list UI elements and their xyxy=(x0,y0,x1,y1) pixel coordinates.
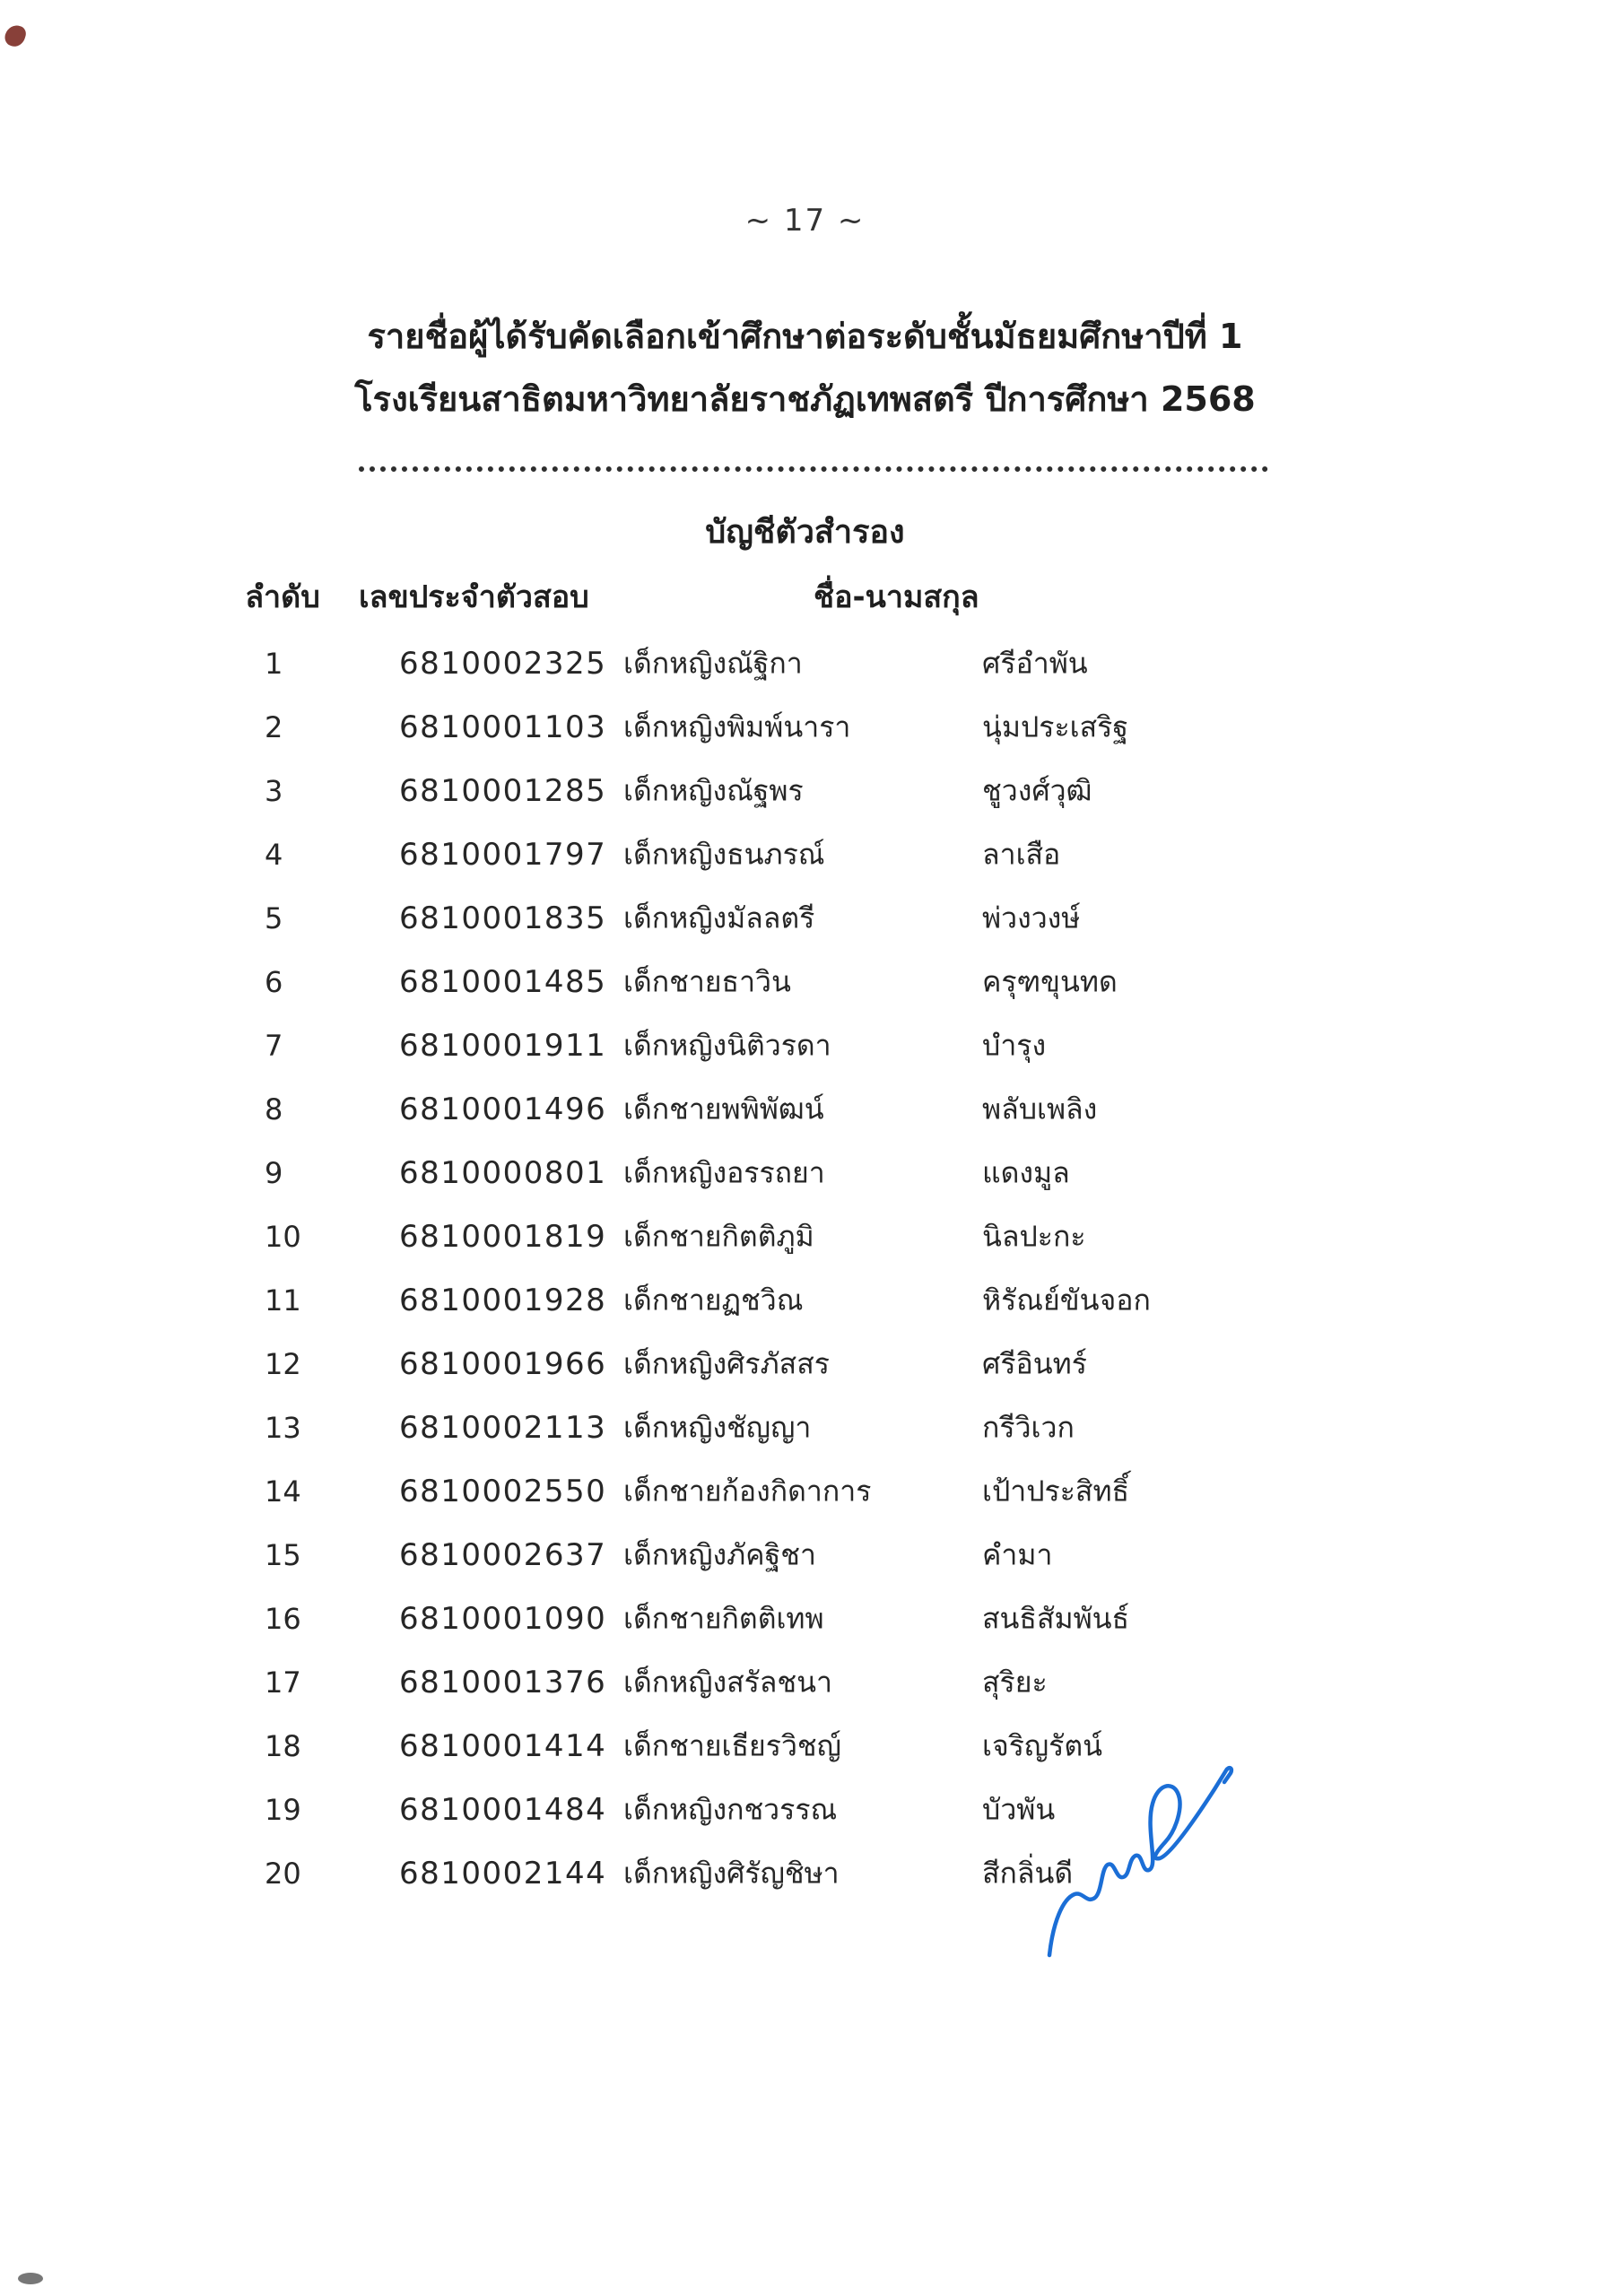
column-header-name: ชื่อ-นามสกุล xyxy=(814,579,979,615)
row-exam-id: 6810001496 xyxy=(399,1091,607,1127)
row-last-name: เป้าประสิทธิ์ xyxy=(982,1474,1130,1508)
row-last-name: ลาเสือ xyxy=(982,837,1061,871)
column-header-order: ลำดับ xyxy=(245,579,320,615)
row-last-name: แดงมูล xyxy=(982,1155,1070,1189)
table-row xyxy=(0,1268,1610,1332)
table-row xyxy=(0,695,1610,759)
scan-artifact-bottom-left xyxy=(18,2273,43,2284)
row-last-name: นุ่มประเสริฐ xyxy=(982,709,1128,744)
row-exam-id: 6810001835 xyxy=(399,900,607,936)
row-first-name: เด็กหญิงธนภรณ์ xyxy=(623,837,825,871)
row-first-name: เด็กชายกิตติภูมิ xyxy=(623,1219,814,1253)
row-exam-id: 6810001911 xyxy=(399,1027,607,1064)
table-row xyxy=(0,1077,1610,1141)
dotted-divider xyxy=(359,466,1268,472)
column-header-exam-id: เลขประจำตัวสอบ xyxy=(359,579,589,615)
table-row xyxy=(0,1332,1610,1396)
table-row xyxy=(0,886,1610,950)
row-last-name: หิรัณย์ขันจอก xyxy=(982,1283,1151,1317)
row-first-name: เด็กหญิงศิรภัสสร xyxy=(623,1346,830,1380)
row-order: 17 xyxy=(265,1665,301,1700)
row-first-name: เด็กหญิงอรรถยา xyxy=(623,1155,825,1189)
row-first-name: เด็กหญิงศิรัญชิษา xyxy=(623,1856,840,1890)
table-row xyxy=(0,631,1610,695)
row-exam-id: 6810001414 xyxy=(399,1727,607,1764)
row-order: 11 xyxy=(265,1283,301,1318)
table-row xyxy=(0,1841,1610,1905)
row-first-name: เด็กชายฏชวิณ xyxy=(623,1283,804,1317)
table-row xyxy=(0,1523,1610,1587)
row-exam-id: 6810001285 xyxy=(399,772,607,809)
row-first-name: เด็กหญิงพิมพ์นารา xyxy=(623,709,851,744)
row-last-name: บัวพัน xyxy=(982,1792,1056,1826)
document-title-line1: รายชื่อผู้ได้รับคัดเลือกเข้าศึกษาต่อระดับชั้นมัธยมศึกษาปีที่ 1 xyxy=(367,317,1243,356)
row-order: 1 xyxy=(265,646,283,681)
row-order: 7 xyxy=(265,1028,283,1063)
row-order: 9 xyxy=(265,1155,283,1190)
row-first-name: เด็กหญิงชัญญา xyxy=(623,1410,812,1444)
signature xyxy=(1023,1726,1256,1969)
row-last-name: พลับเพลิง xyxy=(982,1091,1098,1126)
row-last-name: ครุฑขุนทด xyxy=(982,964,1118,998)
row-exam-id: 6810002637 xyxy=(399,1536,607,1573)
signature-stroke xyxy=(1049,1768,1231,1955)
row-last-name: นิลปะกะ xyxy=(982,1219,1086,1253)
row-last-name: ศรีอำพัน xyxy=(982,646,1088,680)
row-exam-id: 6810001103 xyxy=(399,709,607,745)
table-row xyxy=(0,1714,1610,1778)
row-last-name: บำรุง xyxy=(982,1028,1047,1062)
table-row xyxy=(0,1141,1610,1205)
table-row xyxy=(0,950,1610,1013)
scan-artifact-top-left xyxy=(3,22,28,49)
row-order: 15 xyxy=(265,1537,301,1572)
table-row xyxy=(0,1396,1610,1459)
row-order: 14 xyxy=(265,1474,301,1509)
row-exam-id: 6810001819 xyxy=(399,1218,607,1255)
section-heading: บัญชีตัวสำรอง xyxy=(705,514,905,551)
row-last-name: กรีวิเวก xyxy=(982,1410,1075,1444)
row-last-name: สุริยะ xyxy=(982,1665,1048,1699)
row-order: 3 xyxy=(265,773,283,808)
row-first-name: เด็กหญิงกชวรรณ xyxy=(623,1792,838,1826)
page-number: ~ 17 ~ xyxy=(744,203,866,239)
row-exam-id: 6810001928 xyxy=(399,1282,607,1318)
row-order: 18 xyxy=(265,1728,301,1763)
row-last-name: คำมา xyxy=(982,1537,1053,1571)
row-order: 13 xyxy=(265,1410,301,1445)
table-row xyxy=(0,1650,1610,1714)
row-first-name: เด็กหญิงณัฐิกา xyxy=(623,646,803,680)
row-exam-id: 6810002325 xyxy=(399,645,607,682)
row-last-name: สีกลิ่นดี xyxy=(982,1856,1074,1890)
row-order: 2 xyxy=(265,709,283,744)
row-order: 4 xyxy=(265,837,283,872)
row-first-name: เด็กหญิงนิติวรดา xyxy=(623,1028,831,1062)
table-row xyxy=(0,1778,1610,1841)
table-row xyxy=(0,822,1610,886)
row-exam-id: 6810001485 xyxy=(399,963,607,1000)
table-row xyxy=(0,1459,1610,1523)
row-first-name: เด็กชายธาวิน xyxy=(623,964,791,998)
row-first-name: เด็กหญิงมัลลตรี xyxy=(623,900,815,935)
row-exam-id: 6810002144 xyxy=(399,1855,607,1892)
row-order: 5 xyxy=(265,900,283,935)
row-last-name: ชูวงศ์วุฒิ xyxy=(982,773,1092,807)
row-order: 6 xyxy=(265,964,283,999)
row-first-name: เด็กชายพพิพัฒน์ xyxy=(623,1091,824,1126)
row-order: 19 xyxy=(265,1792,301,1827)
row-exam-id: 6810001376 xyxy=(399,1664,607,1700)
document-title-line2: โรงเรียนสาธิตมหาวิทยาลัยราชภัฏเทพสตรี ปีการศึกษา 2568 xyxy=(354,379,1256,419)
row-exam-id: 6810001797 xyxy=(399,836,607,873)
row-first-name: เด็กหญิงสรัลชนา xyxy=(623,1665,832,1699)
row-first-name: เด็กหญิงณัฐพร xyxy=(623,773,804,807)
reserve-list xyxy=(0,631,1610,1905)
row-first-name: เด็กชายเธียรวิชญ์ xyxy=(623,1728,841,1762)
row-last-name: สนธิสัมพันธ์ xyxy=(982,1601,1130,1635)
row-exam-id: 6810001484 xyxy=(399,1791,607,1828)
table-row xyxy=(0,1205,1610,1268)
row-order: 10 xyxy=(265,1219,301,1254)
row-last-name: พ่วงวงษ์ xyxy=(982,900,1081,935)
row-last-name: เจริญรัตน์ xyxy=(982,1728,1102,1762)
row-exam-id: 6810001090 xyxy=(399,1600,607,1637)
row-exam-id: 6810002113 xyxy=(399,1409,607,1446)
row-first-name: เด็กหญิงภัคฐิชา xyxy=(623,1537,816,1571)
row-order: 12 xyxy=(265,1346,301,1381)
row-order: 8 xyxy=(265,1091,283,1126)
table-row xyxy=(0,1587,1610,1650)
row-exam-id: 6810001966 xyxy=(399,1345,607,1382)
row-exam-id: 6810002550 xyxy=(399,1473,607,1509)
row-order: 20 xyxy=(265,1856,301,1891)
table-row xyxy=(0,759,1610,822)
row-first-name: เด็กชายกิตติเทพ xyxy=(623,1601,824,1635)
row-order: 16 xyxy=(265,1601,301,1636)
row-last-name: ศรีอินทร์ xyxy=(982,1346,1087,1380)
table-row xyxy=(0,1013,1610,1077)
row-first-name: เด็กชายก้องกิดาการ xyxy=(623,1474,872,1508)
row-exam-id: 6810000801 xyxy=(399,1154,607,1191)
